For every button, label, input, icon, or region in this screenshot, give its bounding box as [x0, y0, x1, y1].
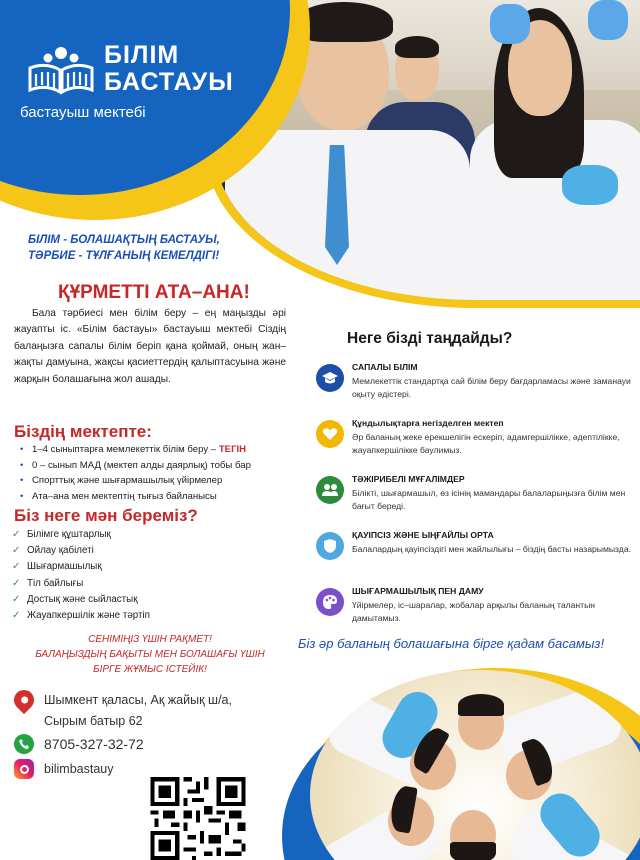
slogan-line-2: ТӘРБИЕ - ТҰЛҒАНЫҢ КЕМЕЛДІГІ!	[28, 250, 220, 262]
contact-address	[14, 690, 234, 732]
checkmark-icon: ✓	[12, 610, 21, 622]
instagram-icon	[14, 759, 34, 779]
list-item	[12, 559, 150, 575]
checkmark-icon: ✓	[12, 561, 21, 573]
value-label: Жауапкершілік және тәртіп	[27, 610, 150, 622]
list-item: • Спорттық және шығармашылық үйірмелер	[18, 473, 251, 489]
list-item	[12, 543, 150, 559]
qr-code[interactable]	[146, 773, 250, 860]
together-slogan: Біз әр баланың болашағына бірге қадам басамыз!	[298, 636, 605, 651]
teachers-icon	[316, 476, 344, 504]
value-label: Шығармашылық	[27, 561, 102, 573]
feature-title: ТӘЖІРИБЕЛІ МҰҒАЛІМДЕР	[352, 474, 465, 484]
graduation-cap-icon	[316, 364, 344, 392]
feature-title: САПАЛЫ БІЛІМ	[352, 362, 418, 372]
value-label: Тіл байлығы	[27, 577, 84, 589]
values-list	[12, 527, 150, 624]
phone-number[interactable]: 8705-327-32-72	[44, 736, 144, 752]
free-badge: ТЕГІН	[218, 444, 247, 455]
feature-text: Балалардың қауіпсіздігі мен жайлылығы – біздің басты назарымызда.	[352, 544, 631, 554]
feature-title: Құндылықтарға негізделген мектеп	[352, 418, 504, 428]
list-item	[18, 442, 251, 458]
feature-safety	[316, 530, 636, 580]
feature-values	[316, 418, 636, 468]
feature-quality	[316, 362, 636, 412]
brand-line-1: БІЛІМ	[104, 41, 180, 69]
checkmark-icon: ✓	[12, 577, 21, 589]
list-item	[12, 527, 150, 543]
list-item	[12, 592, 150, 608]
slogan-line-1: БІЛІМ - БОЛАШАҚТЫҢ БАСТАУЫ,	[28, 234, 220, 246]
why-us-heading: Неге бізді таңдайды?	[347, 330, 513, 347]
list-item	[12, 576, 150, 592]
list-item: • 0 – сынып МАД (мектеп алды даярлық) тобы бар	[18, 458, 251, 474]
list-item: • Ата–ана мен мектептің тығыз байланысы	[18, 489, 251, 505]
intro-paragraph: Бала тәрбиесі мен білім беру – ең маңызды әрі жауапты іс. «Білім бастауы» бастауыш мектебі Сіздің балаңызға сапалы білім беріп қана қоймай, оның жан–жақты дамуына, жақсы қасиеттердің қалыптасуына және жарқын болашағына жол ашады.	[14, 308, 286, 385]
feature-text: Әр баланың жеке ерекшелігін ескеріп, адамгершілікке, әдептілікке, жауапкершілікке баулимыз.	[352, 432, 620, 456]
palette-icon	[316, 588, 344, 616]
contact-instagram	[14, 759, 113, 780]
address-text: Шымкент қаласы, Ақ жайық ш/а, Сырым батыр 62	[44, 693, 232, 728]
greeting-heading: ҚҰРМЕТТІ АТА–АНА!	[58, 282, 250, 303]
feature-text: Мемлекеттік стандартқа сай білім беру бағдарламасы және заманауи оқыту әдістері.	[352, 376, 631, 400]
thanks-message	[10, 632, 290, 677]
heart-icon	[316, 420, 344, 448]
thanks-line-3: БІРГЕ ЖҰМЫС ІСТЕЙІК!	[93, 664, 207, 675]
instagram-handle[interactable]: bilimbastauy	[44, 762, 114, 776]
checkmark-icon: ✓	[12, 529, 21, 540]
brand-subtitle: бастауыш мектебі	[20, 104, 146, 121]
value-label: Ойлау қабілеті	[27, 545, 94, 557]
feature-creativity	[316, 586, 636, 636]
thanks-line-2: БАЛАҢЫЗДЫҢ БАҚЫТЫ МЕН БОЛАШАҒЫ ҮШІН	[35, 649, 265, 660]
checkmark-icon: ✓	[12, 545, 21, 557]
slogan	[28, 232, 220, 264]
feature-text: Білікті, шығармашыл, өз ісінің мамандары балаларыңызға білім мен бағыт береді.	[352, 488, 626, 512]
brand-line-2: БАСТАУЫ	[104, 68, 234, 96]
list-item	[12, 608, 150, 624]
open-book-people-icon	[26, 44, 96, 96]
value-label: Достық және сыйластық	[27, 593, 138, 605]
values-heading: Біз неге мән береміз?	[14, 506, 198, 525]
list-item-text: 1–4 сыныптарға мемлекеттік білім беру –	[32, 444, 219, 455]
children-circle-photo	[310, 670, 640, 860]
school-heading: Біздің мектепте:	[14, 422, 152, 441]
brand-name	[104, 42, 234, 96]
feature-title: ШЫҒАРМАШЫЛЫҚ ПЕН ДАМУ	[352, 586, 484, 596]
value-label: Білімге құштарлық	[27, 529, 111, 540]
contact-phone	[14, 734, 144, 755]
feature-teachers	[316, 474, 636, 524]
location-pin-icon	[10, 686, 38, 714]
feature-text: Үйірмелер, іс–шаралар, жобалар арқылы баланың талантын дамытамыз.	[352, 600, 596, 624]
checkmark-icon: ✓	[12, 593, 21, 605]
shield-icon	[316, 532, 344, 560]
feature-title: ҚАУІПСІЗ ЖӘНЕ ЫҢҒАЙЛЫ ОРТА	[352, 530, 494, 540]
thanks-line-1: СЕНІМІҢІЗ ҮШІН РАҚМЕТ!	[88, 634, 212, 645]
whatsapp-icon	[14, 734, 34, 754]
school-list	[18, 442, 251, 504]
